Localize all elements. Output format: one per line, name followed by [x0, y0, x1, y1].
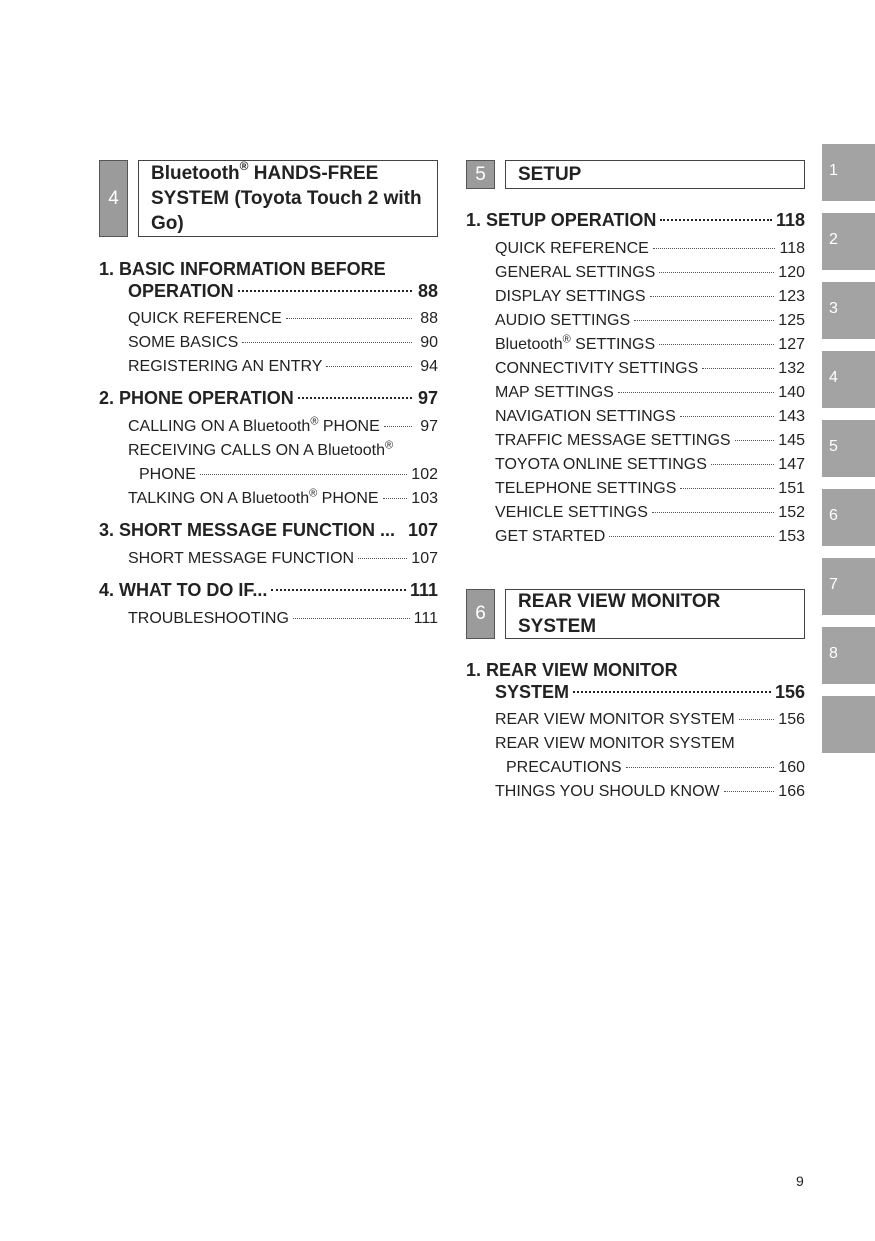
page-ref: 143	[778, 408, 805, 425]
toc-entry[interactable]: SOME BASICS 90	[99, 331, 438, 355]
page-ref: 147	[778, 456, 805, 473]
chapter-tab-7[interactable]: 7	[822, 558, 875, 615]
page-ref: 127	[778, 336, 805, 353]
chapter-title[interactable]: 4. WHAT TO DO IF... 111	[99, 580, 438, 600]
page-ref: 118	[775, 210, 805, 230]
section-number: 6	[466, 589, 495, 639]
page-ref: 120	[778, 264, 805, 281]
toc-entry[interactable]: CALLING ON A Bluetooth® PHONE 97	[99, 415, 438, 439]
chapter-title[interactable]: 1. REAR VIEW MONITOR	[466, 660, 678, 680]
page-ref: 152	[778, 504, 805, 521]
page-ref: 145	[778, 432, 805, 449]
section-number: 4	[99, 160, 128, 237]
toc-entry[interactable]: QUICK REFERENCE 88	[99, 307, 438, 331]
chapter-tab-5[interactable]: 5	[822, 420, 875, 477]
page-ref: 125	[778, 312, 805, 329]
chapter-title[interactable]: 1. SETUP OPERATION 118	[466, 210, 805, 230]
page-ref: 151	[778, 480, 805, 497]
page-ref: 118	[779, 240, 805, 257]
toc-entry[interactable]: THINGS YOU SHOULD KNOW 166	[466, 780, 805, 804]
chapter-1	[99, 258, 438, 302]
toc-entry[interactable]: AUDIO SETTINGS 125	[466, 309, 805, 333]
page-ref: 123	[778, 288, 805, 305]
toc-entry[interactable]: NAVIGATION SETTINGS 143	[466, 405, 805, 429]
page-ref: 160	[778, 759, 805, 776]
page-ref: 88	[420, 310, 438, 327]
page-ref: 166	[778, 783, 805, 800]
toc-entry[interactable]: TRAFFIC MESSAGE SETTINGS 145	[466, 429, 805, 453]
section-6-block	[466, 589, 805, 804]
toc-entry[interactable]: REAR VIEW MONITOR SYSTEM PRECAUTIONS 160	[466, 732, 805, 780]
section-title[interactable]: REAR VIEW MONITOR SYSTEM	[505, 589, 805, 639]
toc-entry[interactable]: REAR VIEW MONITOR SYSTEM 156	[466, 708, 805, 732]
page-ref: 111	[413, 610, 438, 627]
chapter-setup	[466, 209, 805, 231]
chapter-title-cont[interactable]: OPERATION 88	[128, 281, 438, 301]
chapter-title-cont[interactable]: SYSTEM 156	[495, 682, 805, 702]
toc-entry[interactable]: SHORT MESSAGE FUNCTION 107	[99, 547, 438, 571]
chapter-tab-2[interactable]: 2	[822, 213, 875, 270]
section-title[interactable]: Bluetooth® HANDS-FREE SYSTEM (Toyota Touch 2 with Go)	[138, 160, 438, 237]
section-6-header	[466, 589, 805, 639]
toc-entry[interactable]: Bluetooth® SETTINGS 127	[466, 333, 805, 357]
chapter-tab-1[interactable]: 1	[822, 144, 875, 201]
left-column	[99, 160, 438, 631]
chapter-tab-3[interactable]: 3	[822, 282, 875, 339]
page-number: 9	[796, 1173, 804, 1189]
section-title[interactable]: SETUP	[505, 160, 805, 189]
page-ref: 156	[778, 711, 805, 728]
page-ref: 153	[778, 528, 805, 545]
chapter-tab-8[interactable]: 8	[822, 627, 875, 684]
page-ref: 103	[411, 490, 438, 507]
chapter-tab-6[interactable]: 6	[822, 489, 875, 546]
page-ref: 88	[417, 281, 438, 301]
section-number: 5	[466, 160, 495, 189]
toc-entry[interactable]: MAP SETTINGS 140	[466, 381, 805, 405]
page-ref: 132	[778, 360, 805, 377]
chapter-tabs	[822, 144, 875, 765]
toc-entry[interactable]: REGISTERING AN ENTRY 94	[99, 355, 438, 379]
toc-entry[interactable]: VEHICLE SETTINGS 152	[466, 501, 805, 525]
chapter-rear-view	[466, 659, 805, 703]
page-ref: 156	[774, 682, 805, 702]
chapter-3	[99, 519, 438, 541]
toc-entry[interactable]: TELEPHONE SETTINGS 151	[466, 477, 805, 501]
toc-entry[interactable]: TROUBLESHOOTING 111	[99, 607, 438, 631]
toc-entry[interactable]: GET STARTED 153	[466, 525, 805, 549]
toc-entry[interactable]: QUICK REFERENCE 118	[466, 237, 805, 261]
toc-entry[interactable]: DISPLAY SETTINGS 123	[466, 285, 805, 309]
toc-entry[interactable]: TOYOTA ONLINE SETTINGS 147	[466, 453, 805, 477]
chapter-4	[99, 579, 438, 601]
page-ref: 107	[407, 520, 438, 540]
page-ref: 97	[420, 418, 438, 435]
page-ref: 102	[411, 466, 438, 483]
chapter-tab-blank[interactable]	[822, 696, 875, 753]
section-5-header	[466, 160, 805, 189]
page-ref: 107	[411, 550, 438, 567]
toc-entry[interactable]: CONNECTIVITY SETTINGS 132	[466, 357, 805, 381]
page-ref: 97	[417, 388, 438, 408]
chapter-title[interactable]: 1. BASIC INFORMATION BEFORE	[99, 259, 386, 279]
chapter-title[interactable]: 3. SHORT MESSAGE FUNCTION ... 107	[99, 520, 438, 540]
chapter-2	[99, 387, 438, 409]
toc-entry[interactable]: RECEIVING CALLS ON A Bluetooth® PHONE 102	[99, 439, 438, 487]
page-ref: 94	[420, 358, 438, 375]
toc-entry[interactable]: TALKING ON A Bluetooth® PHONE 103	[99, 487, 438, 511]
chapter-title[interactable]: 2. PHONE OPERATION 97	[99, 388, 438, 408]
toc-entry[interactable]: GENERAL SETTINGS 120	[466, 261, 805, 285]
page-ref: 140	[778, 384, 805, 401]
page-ref: 90	[420, 334, 438, 351]
right-column	[466, 160, 805, 800]
page-ref: 111	[409, 580, 438, 600]
chapter-tab-4[interactable]: 4	[822, 351, 875, 408]
section-4-header	[99, 160, 438, 237]
